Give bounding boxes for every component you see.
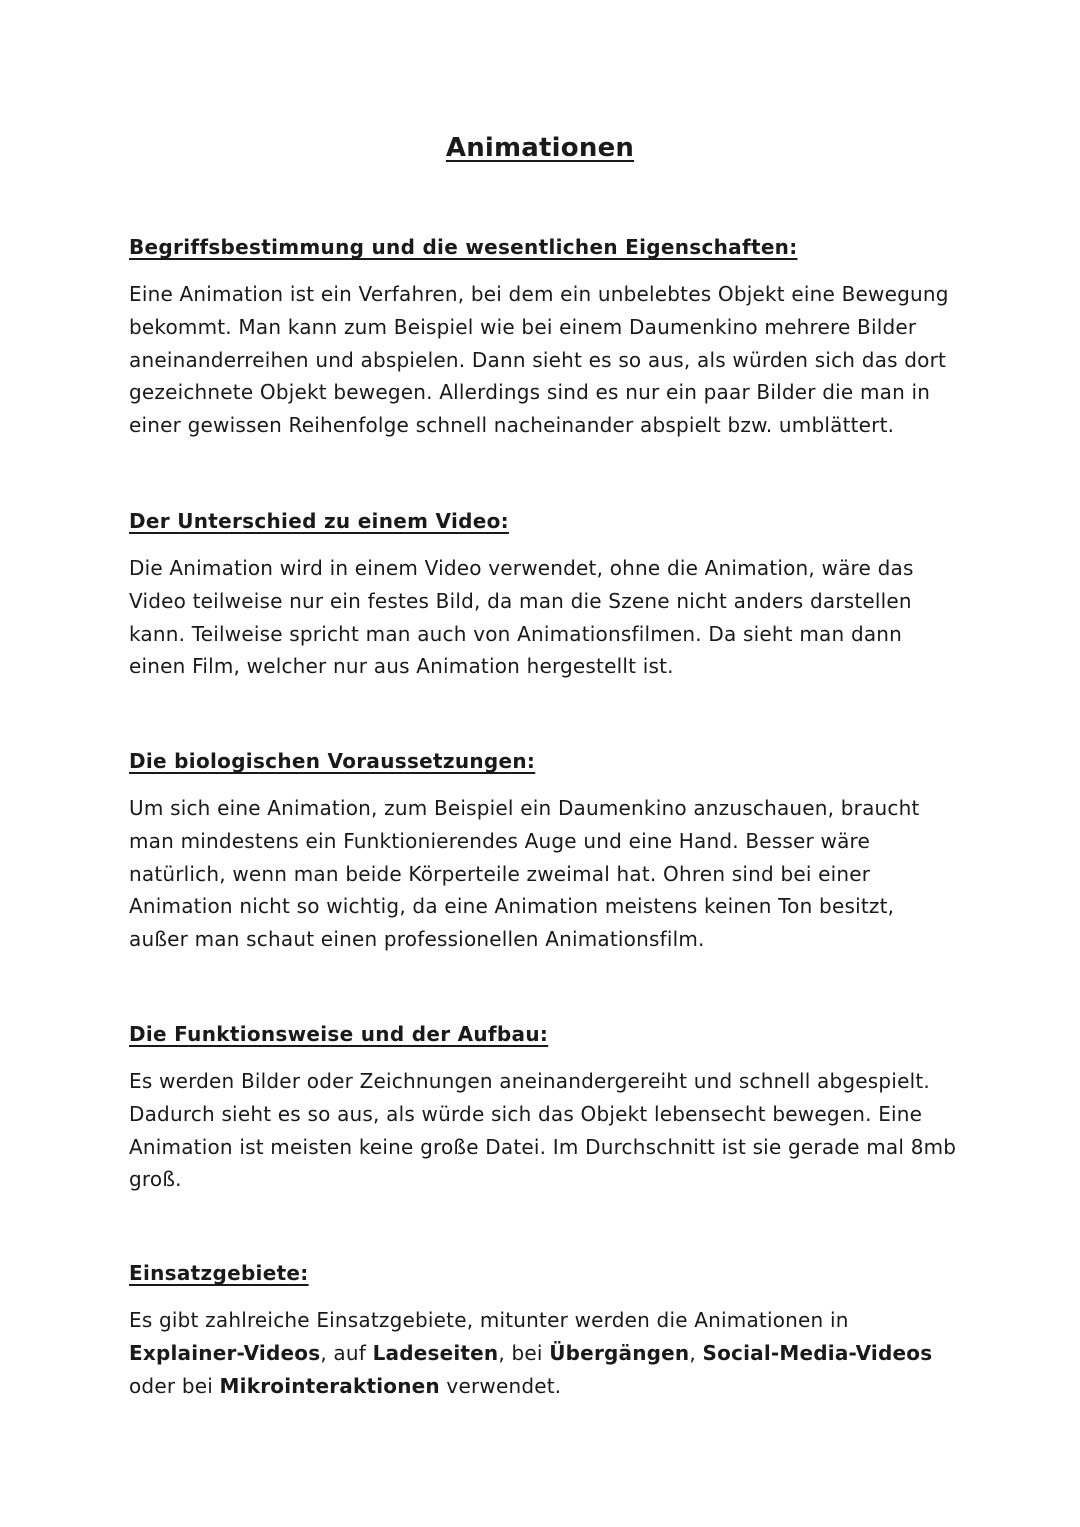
- text-run: Es gibt zahlreiche Einsatzgebiete, mitunter werden die Animationen in: [129, 1308, 849, 1332]
- section-text: [129, 1304, 959, 1402]
- section-heading: Einsatzgebiete:: [129, 1261, 309, 1285]
- text-run: , bei: [498, 1340, 550, 1365]
- section-text: Es werden Bilder oder Zeichnungen aneinandergereiht und schnell abgespielt. Dadurch sieht es so aus, als würde sich das Objekt lebensecht bewegen. Eine Animation ist meisten keine große Datei. Im Durchschnitt ist sie gerade mal 8mb groß.: [129, 1069, 957, 1192]
- section-text: Die Animation wird in einem Video verwendet, ohne die Animation, wäre das Video teilweise nur ein festes Bild, da man die Szene nicht anders darstellen kann. Teilweise spricht man auch von Animationsfilmen. Da sieht man dann einen Film, welcher nur aus Animation hergestellt ist.: [129, 556, 914, 679]
- text-run: verwendet.: [439, 1373, 562, 1398]
- section-text: Eine Animation ist ein Verfahren, bei dem ein unbelebtes Objekt eine Bewegung bekommt. Man kann zum Beispiel wie bei einem Daumenkino mehrere Bilder aneinanderreihen und abspielen. Dann sieht es so aus, als würden sich das dort gezeichnete Objekt bewegen. Allerdings sind es nur ein paar Bilder die man in einer gewissen Reihenfolge schnell nacheinander abspielt bzw. umblättert.: [129, 282, 949, 438]
- section-video-difference: [129, 508, 959, 683]
- text-run: , auf: [320, 1340, 373, 1365]
- section-function-structure: [129, 1021, 959, 1196]
- text-run: oder bei: [129, 1373, 220, 1398]
- section-use-cases: [129, 1260, 959, 1402]
- bold-term: Mikrointeraktionen: [219, 1373, 440, 1398]
- section-heading: Die Funktionsweise und der Aufbau:: [129, 1022, 549, 1046]
- page-title: Animationen: [445, 133, 635, 163]
- bold-term: Übergängen: [549, 1340, 690, 1365]
- section-biological-requirements: [129, 748, 959, 956]
- section-heading: Die biologischen Voraussetzungen:: [129, 749, 536, 773]
- section-text: Um sich eine Animation, zum Beispiel ein Daumenkino anzuschauen, braucht man mindestens ein Funktionierendes Auge und eine Hand. Besser wäre natürlich, wenn man beide Körperteile zweimal hat. Ohren sind bei einer Animation nicht so wichtig, da eine Animation meistens keinen Ton besitzt, außer man schaut einen professionellen Animationsfilm.: [129, 796, 920, 952]
- section-heading: Der Unterschied zu einem Video:: [129, 509, 509, 533]
- bold-term: Ladeseiten: [372, 1340, 499, 1365]
- bold-term: Explainer-Videos: [129, 1340, 321, 1365]
- section-heading: Begriffsbestimmung und die wesentlichen Eigenschaften:: [129, 235, 798, 259]
- section-definition: [129, 234, 959, 442]
- bold-term: Social-Media-Videos: [702, 1340, 933, 1365]
- text-run: ,: [689, 1340, 703, 1365]
